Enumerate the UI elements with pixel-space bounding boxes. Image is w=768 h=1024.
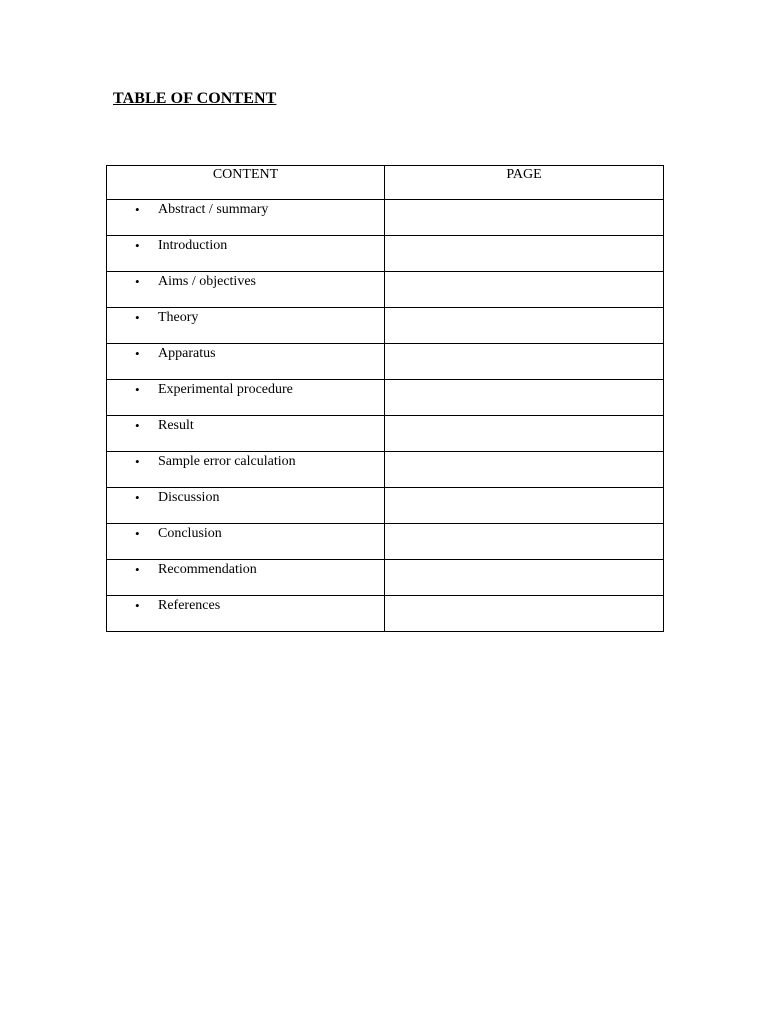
table-row xyxy=(107,380,664,416)
table-row xyxy=(107,200,664,236)
page-number-cell xyxy=(385,272,664,308)
table-body xyxy=(107,200,664,632)
bullet-icon: • xyxy=(135,346,140,361)
bullet-icon: • xyxy=(135,238,140,253)
entry-label: Aims / objectives xyxy=(158,274,256,289)
page-column-header: PAGE xyxy=(385,166,664,200)
content-cell xyxy=(107,200,385,236)
entry-label: Conclusion xyxy=(158,526,222,541)
content-cell xyxy=(107,344,385,380)
table-row xyxy=(107,416,664,452)
bullet-icon: • xyxy=(135,490,140,505)
content-cell xyxy=(107,416,385,452)
content-cell xyxy=(107,560,385,596)
entry-label: Introduction xyxy=(158,238,228,253)
page-number-cell xyxy=(385,200,664,236)
page-number-cell xyxy=(385,236,664,272)
page-number-cell xyxy=(385,308,664,344)
table-row xyxy=(107,488,664,524)
bullet-icon: • xyxy=(135,598,140,613)
content-cell xyxy=(107,380,385,416)
page-number-cell xyxy=(385,488,664,524)
page-title: TABLE OF CONTENT xyxy=(113,90,277,107)
bullet-icon: • xyxy=(135,526,140,541)
page-number-cell xyxy=(385,596,664,632)
bullet-icon: • xyxy=(135,274,140,289)
entry-label: Theory xyxy=(158,310,199,325)
content-cell xyxy=(107,524,385,560)
table-row xyxy=(107,596,664,632)
entry-label: Discussion xyxy=(158,490,220,505)
bullet-icon: • xyxy=(135,382,140,397)
bullet-icon: • xyxy=(135,562,140,577)
page-number-cell xyxy=(385,344,664,380)
content-cell xyxy=(107,452,385,488)
page-number-cell xyxy=(385,380,664,416)
table-header-row xyxy=(107,166,664,200)
table-row xyxy=(107,308,664,344)
entry-label: Recommendation xyxy=(158,562,257,577)
table-row xyxy=(107,272,664,308)
bullet-icon: • xyxy=(135,454,140,469)
page-number-cell xyxy=(385,416,664,452)
entry-label: Apparatus xyxy=(158,346,216,361)
content-cell xyxy=(107,596,385,632)
content-cell xyxy=(107,308,385,344)
entry-label: Result xyxy=(158,418,194,433)
entry-label: Sample error calculation xyxy=(158,454,296,469)
table-row xyxy=(107,344,664,380)
bullet-icon: • xyxy=(135,418,140,433)
entry-label: References xyxy=(158,598,221,613)
entry-label: Abstract / summary xyxy=(158,202,269,217)
page-number-cell xyxy=(385,560,664,596)
table-row xyxy=(107,560,664,596)
entry-label: Experimental procedure xyxy=(158,382,293,397)
bullet-icon: • xyxy=(135,202,140,217)
table-row xyxy=(107,452,664,488)
content-cell xyxy=(107,272,385,308)
page-number-cell xyxy=(385,452,664,488)
content-cell xyxy=(107,236,385,272)
bullet-icon: • xyxy=(135,310,140,325)
page-number-cell xyxy=(385,524,664,560)
table-row xyxy=(107,236,664,272)
content-cell xyxy=(107,488,385,524)
table-of-contents xyxy=(106,165,664,632)
table-row xyxy=(107,524,664,560)
content-column-header: CONTENT xyxy=(107,166,385,200)
